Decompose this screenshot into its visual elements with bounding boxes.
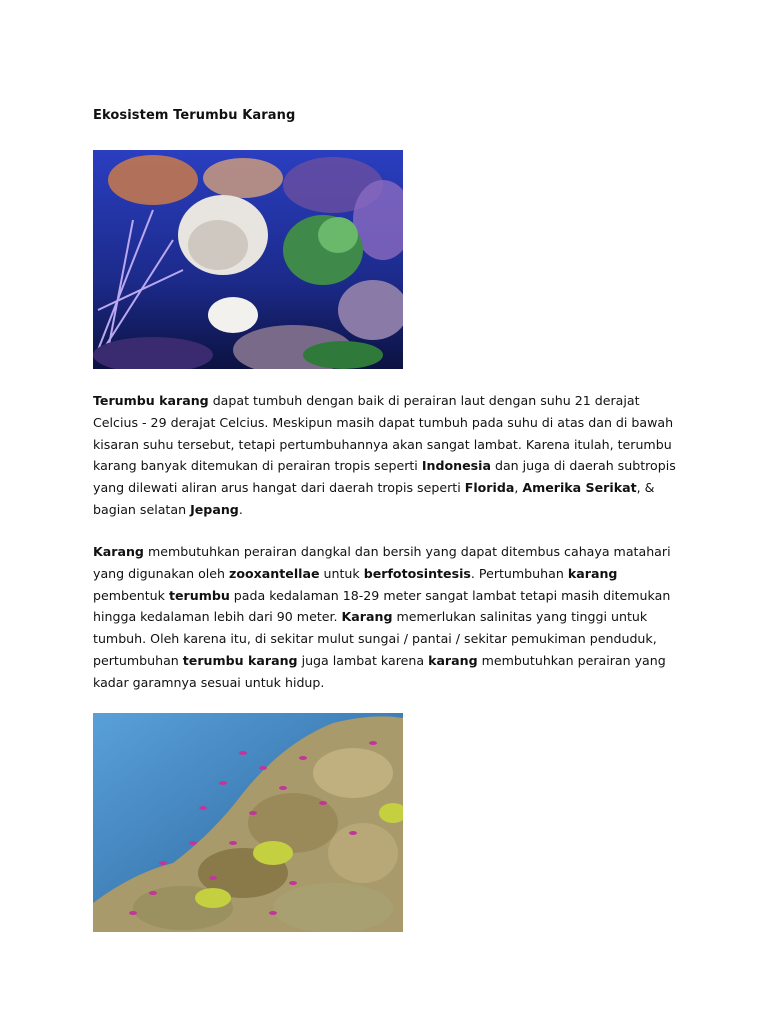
text-run: , — [514, 480, 523, 496]
bold-term: Amerika Serikat — [522, 480, 637, 496]
bold-term: Karang — [341, 609, 393, 625]
bold-term: terumbu karang — [182, 652, 298, 668]
paragraph-suhu — [93, 390, 683, 521]
text-run: . — [238, 501, 243, 517]
text-run: . Pertumbuhan — [470, 565, 568, 581]
text-run: pembentuk — [93, 587, 169, 603]
coral-reef-aquarium-photo — [93, 150, 403, 369]
bold-term: Florida — [464, 480, 515, 496]
bold-term: Jepang — [190, 501, 239, 517]
text-run: juga lambat karena — [297, 652, 429, 668]
text-run: membutuhkan perairan yang kadar garamnya sesuai untuk hidup. — [93, 652, 666, 690]
text-run: membutuhkan perairan dangkal dan bersih yang dapat ditembus cahaya matahari yang digunakan oleh — [93, 544, 671, 581]
bold-term: Karang — [93, 544, 144, 559]
document-title: Ekosistem Terumbu Karang — [93, 108, 296, 123]
paragraph-karang — [93, 541, 683, 694]
bold-term: karang — [428, 652, 478, 668]
text-run: memerlukan salinitas yang tinggi untuk tumbuh. Oleh karena itu, di sekitar mulut sungai / pantai / sekitar pemukiman penduduk, pertumbuhan — [93, 609, 657, 668]
reef-with-fish-photo — [93, 713, 403, 932]
bold-term: zooxantellae — [229, 565, 320, 581]
text-run: dan juga di daerah subtropis yang dilewati aliran arus hangat dari daerah tropis seperti — [93, 458, 676, 496]
text-run: dapat tumbuh dengan baik di perairan laut dengan suhu 21 derajat Celcius - 29 derajat Celcius. Meskipun masih dapat tumbuh pada suhu di atas dan di bawah kisaran suhu tersebut, tetapi pertumbuhannya akan sangat lambat. Karena itulah, terumbu karang banyak ditemukan di perairan tropis seperti — [93, 393, 674, 474]
bold-term: karang — [567, 565, 618, 581]
bold-term: terumbu — [168, 587, 230, 603]
text-run: pada kedalaman 18-29 meter sangat lambat tetapi masih ditemukan hingga kedalaman lebih dari 90 meter. — [93, 587, 671, 625]
bold-term: Indonesia — [421, 458, 491, 474]
text-run: untuk — [319, 565, 364, 581]
bold-term: berfotosintesis — [363, 565, 471, 581]
text-run: , & bagian selatan — [93, 480, 655, 517]
bold-term: Terumbu karang — [93, 393, 209, 408]
